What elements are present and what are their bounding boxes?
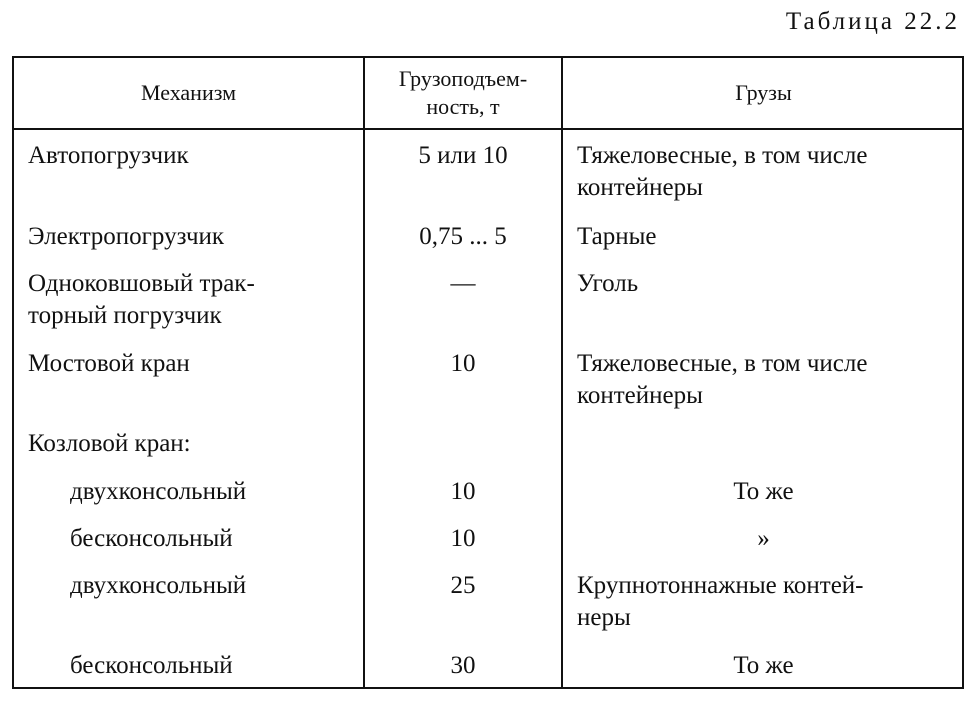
row-2-cargo: Тарные [577,223,657,250]
row-4-capacity: 10 [450,350,476,377]
header-mechanism: Механизм [140,80,237,105]
row-6-mechanism: двухконсольный [70,478,247,505]
row-3-mechanism-line-1: Одноковшовый трак- [28,270,255,297]
row-8-mechanism: двухконсольный [70,572,247,599]
row-8-cargo-line-2: неры [577,604,631,631]
row-5-mechanism: Козловой кран: [28,430,191,457]
header-capacity-line-2: ность, т [426,94,500,119]
row-3-capacity: — [450,270,476,297]
row-1-mechanism: Автопогрузчик [28,142,189,169]
row-3-mechanism-line-2: торный погрузчик [28,302,222,329]
row-2-mechanism: Электропогрузчик [28,223,225,250]
table-caption: Таблица 22.2 [785,8,960,35]
row-2-capacity: 0,75 ... 5 [419,223,507,250]
row-7-capacity: 10 [450,525,476,552]
row-9-cargo: То же [733,652,794,679]
column-divider-2 [561,58,563,687]
row-4-cargo-line-2: контейнеры [577,382,703,409]
row-7-cargo-ditto: » [757,525,770,552]
data-table [12,56,964,689]
header-capacity [365,58,561,128]
row-4-mechanism: Мостовой кран [28,350,190,377]
row-9-capacity: 30 [450,652,476,679]
row-1-cargo-line-1: Тяжеловесные, в том числе [577,142,868,169]
row-1-capacity: 5 или 10 [418,142,508,169]
row-4-cargo-line-1: Тяжеловесные, в том числе [577,350,868,377]
table-header-row [14,58,962,130]
row-1-cargo-line-2: контейнеры [577,174,703,201]
row-7-mechanism: бесконсольный [70,525,233,552]
row-3-cargo: Уголь [577,270,639,297]
row-6-cargo: То же [733,478,794,505]
row-8-cargo-line-1: Крупнотоннажные контей- [577,572,864,599]
header-capacity-line-1: Грузоподъем- [398,66,528,91]
row-6-capacity: 10 [450,478,476,505]
row-8-capacity: 25 [450,572,476,599]
header-cargo: Грузы [735,80,792,105]
row-9-mechanism: бесконсольный [70,652,233,679]
